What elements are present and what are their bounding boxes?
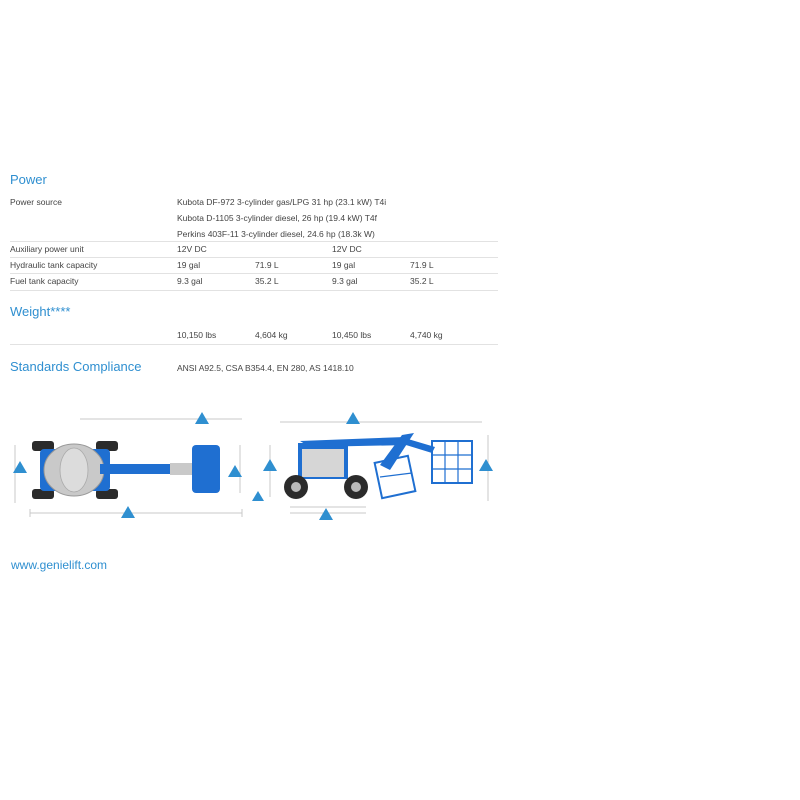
divider (10, 241, 498, 242)
hydraulic-tank-label: Hydraulic tank capacity (10, 260, 98, 270)
power-source-label: Power source (10, 197, 62, 207)
power-source-line-3: Perkins 403F-11 3-cylinder diesel, 24.6 hp (18.3k W) (177, 229, 375, 239)
divider (10, 257, 498, 258)
hydraulic-tank-value-1: 19 gal (177, 260, 201, 270)
hydraulic-tank-value-4: 71.9 L (410, 260, 434, 270)
aux-power-value-1: 12V DC (177, 244, 207, 254)
weight-value-4: 4,740 kg (410, 330, 443, 340)
dimension-marker-icon (346, 412, 360, 424)
hydraulic-tank-value-3: 19 gal (332, 260, 356, 270)
divider (10, 273, 498, 274)
fuel-tank-value-3: 9.3 gal (332, 276, 358, 286)
divider (10, 344, 498, 345)
dimension-marker-icon (121, 506, 135, 518)
standards-section-title: Standards Compliance (10, 359, 142, 374)
power-source-line-1: Kubota DF-972 3-cylinder gas/LPG 31 hp (23.1 kW) T4i (177, 197, 387, 207)
weight-section-title: Weight**** (10, 304, 71, 319)
weight-value-1: 10,150 lbs (177, 330, 217, 340)
hydraulic-tank-value-2: 71.9 L (255, 260, 279, 270)
top-view-diagram (10, 405, 250, 525)
dimension-marker-icon (319, 508, 333, 520)
website-link[interactable]: www.genielift.com (11, 558, 108, 572)
divider (10, 290, 498, 291)
fuel-tank-value-4: 35.2 L (410, 276, 434, 286)
power-section-title: Power (10, 172, 47, 187)
aux-power-value-3: 12V DC (332, 244, 362, 254)
fuel-tank-value-1: 9.3 gal (177, 276, 203, 286)
dimension-marker-icon (252, 491, 264, 501)
side-view-diagram (250, 405, 495, 525)
weight-value-3: 10,450 lbs (332, 330, 372, 340)
dimension-marker-icon (479, 459, 493, 471)
power-source-line-2: Kubota D-1105 3-cylinder diesel, 26 hp (19.4 kW) T4f (177, 213, 378, 223)
standards-value: ANSI A92.5, CSA B354.4, EN 280, AS 1418.10 (177, 363, 354, 373)
dimension-marker-icon (195, 412, 209, 424)
fuel-tank-value-2: 35.2 L (255, 276, 279, 286)
fuel-tank-label: Fuel tank capacity (10, 276, 79, 286)
aux-power-label: Auxiliary power unit (10, 244, 84, 254)
weight-value-2: 4,604 kg (255, 330, 288, 340)
dimension-marker-icon (263, 459, 277, 471)
